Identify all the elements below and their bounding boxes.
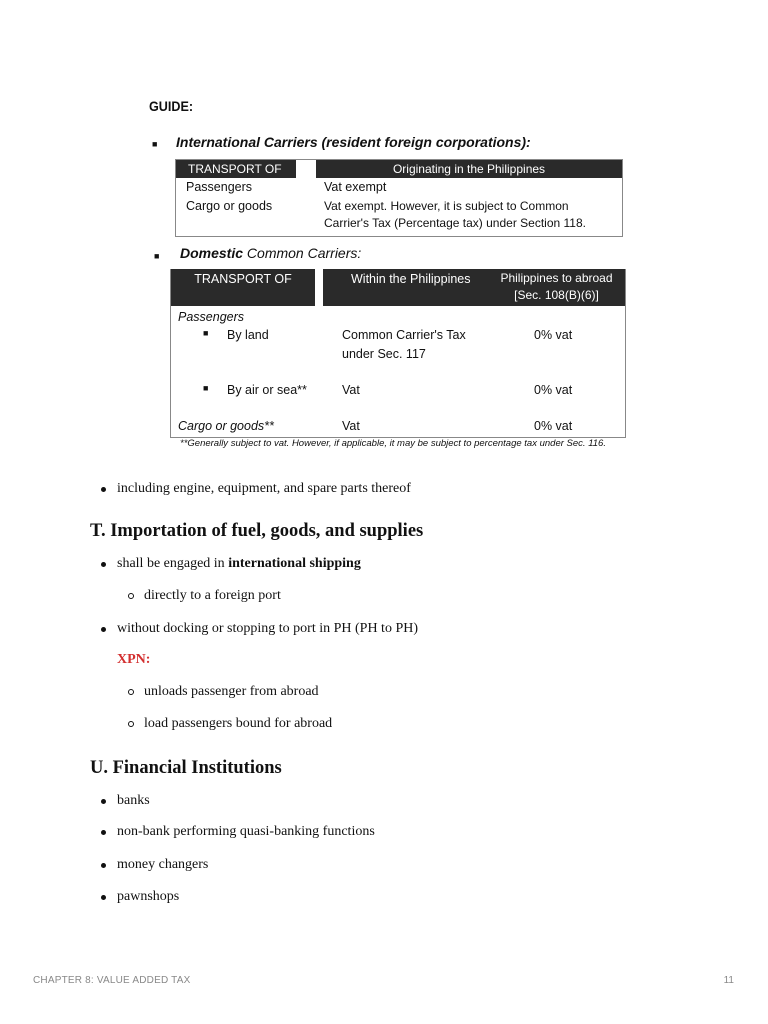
section-heading-u: U. Financial Institutions (90, 758, 282, 778)
domestic-carriers-heading: Domestic Common Carriers: (180, 245, 362, 261)
guide-title: GUIDE: (149, 98, 194, 114)
table-header: Within the Philippines (323, 269, 488, 306)
list-item: load passengers bound for abroad (144, 715, 332, 733)
table-cell: Vat (342, 383, 360, 397)
table-cell: Cargo or goods (186, 199, 273, 213)
list-item: non-bank performing quasi-banking functions (117, 823, 375, 841)
square-bullet-icon: ■ (154, 251, 160, 261)
table-header: Originating in the Philippines (316, 160, 622, 178)
bullet-icon (101, 627, 106, 632)
square-bullet-icon: ■ (203, 328, 209, 338)
bullet-icon (101, 562, 106, 567)
bullet-icon (101, 863, 106, 868)
table-cell: Passengers (178, 310, 245, 324)
list-item: unloads passenger from abroad (144, 683, 319, 701)
table-header: TRANSPORT OF (176, 160, 296, 178)
table-cell: By air or sea** (227, 383, 307, 397)
table-cell: 0% vat (534, 419, 573, 433)
list-item: money changers (117, 856, 208, 874)
list-item: including engine, equipment, and spare parts thereof (117, 480, 411, 498)
list-item: pawnshops (117, 888, 179, 906)
table-cell: Passengers (186, 180, 253, 194)
square-bullet-icon: ■ (203, 383, 209, 393)
guide-scan-image (140, 88, 640, 453)
list-item: without docking or stopping to port in PH (PH to PH) (117, 620, 418, 638)
exception-label: XPN: (117, 652, 151, 667)
table-cell: 0% vat (534, 383, 573, 397)
list-item: directly to a foreign port (144, 587, 281, 605)
intl-carriers-heading: International Carriers (resident foreign corporations): (176, 134, 531, 150)
list-item: shall be engaged in international shipping (117, 555, 361, 573)
intl-carriers-table (175, 159, 623, 237)
table-cell: Cargo or goods** (178, 419, 274, 433)
table-cell: By land (227, 328, 269, 342)
table-header: TRANSPORT OF (171, 269, 315, 306)
circle-bullet-icon (128, 721, 134, 727)
table-cell: Carrier's Tax (Percentage tax) under Section 118. (324, 216, 586, 230)
table-cell: Common Carrier's Tax (342, 328, 466, 342)
bullet-icon (101, 895, 106, 900)
table-footnote: **Generally subject to vat. However, if applicable, it may be subject to percentage tax under Sec. 116. (180, 438, 606, 449)
circle-bullet-icon (128, 593, 134, 599)
table-cell: Vat exempt (324, 180, 387, 194)
bullet-icon (101, 830, 106, 835)
square-bullet-icon: ■ (152, 139, 158, 149)
domestic-carriers-table (170, 269, 626, 438)
circle-bullet-icon (128, 689, 134, 695)
bullet-icon (101, 487, 106, 492)
list-item: banks (117, 792, 150, 810)
bullet-icon (101, 799, 106, 804)
table-header: Philippines to abroad [Sec. 108(B)(6)] (488, 269, 625, 306)
footer-chapter: CHAPTER 8: VALUE ADDED TAX (33, 975, 191, 986)
table-cell: Vat (342, 419, 360, 433)
table-cell: Vat exempt. However, it is subject to Common (324, 199, 569, 213)
page-number: 11 (723, 975, 734, 986)
section-heading-t: T. Importation of fuel, goods, and supplies (90, 521, 424, 541)
table-cell: 0% vat (534, 328, 573, 342)
table-cell: under Sec. 117 (342, 347, 426, 361)
